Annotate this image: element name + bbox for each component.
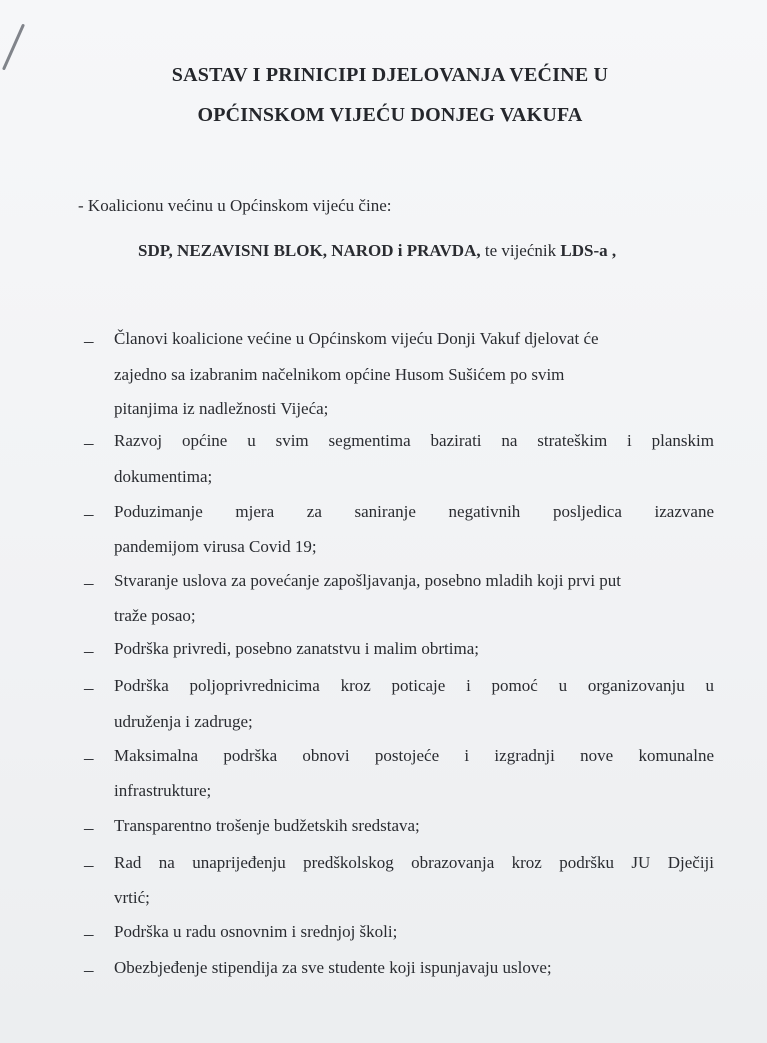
list-item-line: Podrška u radu osnovnim i srednjoj školi; [114,922,398,941]
document-title-line-1: SASTAV I PRINICIPI DJELOVANJA VEĆINE U [171,64,609,86]
parties-lds: LDS-a , [560,241,617,260]
intro-text: - Koalicionu većinu u Općinskom vijeću čine: [78,196,392,215]
list-item-line: Razvoj općine u svim segmentima bazirati na strateškim i planskim [114,431,714,450]
list-item-line: Podrška poljoprivrednicima kroz poticaje i pomoć u organizovanju u [114,676,714,695]
parties-bold: SDP, NEZAVISNI BLOK, NAROD i PRAVDA, [138,241,481,260]
list-item-line: Podrška privredi, posebno zanatstvu i malim obrtima; [114,639,479,658]
dash-bullet: – [84,818,94,839]
dash-bullet: – [84,678,94,699]
dash-bullet: – [84,331,94,352]
dash-bullet: – [84,960,94,981]
coalition-parties [138,241,616,261]
list-item-line: dokumentima; [114,467,213,486]
list-item-line: traže posao; [114,606,196,625]
dash-bullet: – [84,641,94,662]
list-item-line: pitanjima iz nadležnosti Vijeća; [114,399,329,418]
dash-bullet: – [84,855,94,876]
list-item-line: Obezbjeđenje stipendija za sve studente koji ispunjavaju uslove; [114,958,552,977]
dash-bullet: – [84,748,94,769]
list-item-line: Članovi koalicione većine u Općinskom vijeću Donji Vakuf djelovat će [114,329,599,348]
list-item-line: vrtić; [114,888,150,907]
list-item-line: Rad na unapriјeđenju predškolskog obrazovanja kroz podršku JU Dječiji [114,853,714,872]
dash-bullet: – [84,433,94,454]
document-title-line-2: OPĆINSKOM VIJEĆU DONJEG VAKUFA [197,104,583,126]
list-item-line: Transparentno trošenje budžetskih sredstava; [114,816,420,835]
list-item-line: Poduzimanje mjera za saniranje negativnih posljedica izazvane [114,502,714,521]
dash-bullet: – [84,573,94,594]
dash-bullet: – [84,504,94,525]
list-item-line: zajedno sa izabranim načelnikom općine Husom Sušićem po svim [114,365,565,384]
list-item-line: Stvaranje uslova za povećanje zapošljavanja, posebno mladih koji prvi put [114,571,622,590]
parties-connector: te vijećnik [480,241,561,260]
pen-stroke-mark [2,24,25,71]
list-item-line: udruženja i zadruge; [114,712,253,731]
list-item-line: infrastrukture; [114,781,212,800]
list-item-line: Maksimalna podrška obnovi postojeće i izgradnji nove komunalne [114,746,714,765]
dash-bullet: – [84,924,94,945]
list-item-line: pandemijom virusa Covid 19; [114,537,317,556]
